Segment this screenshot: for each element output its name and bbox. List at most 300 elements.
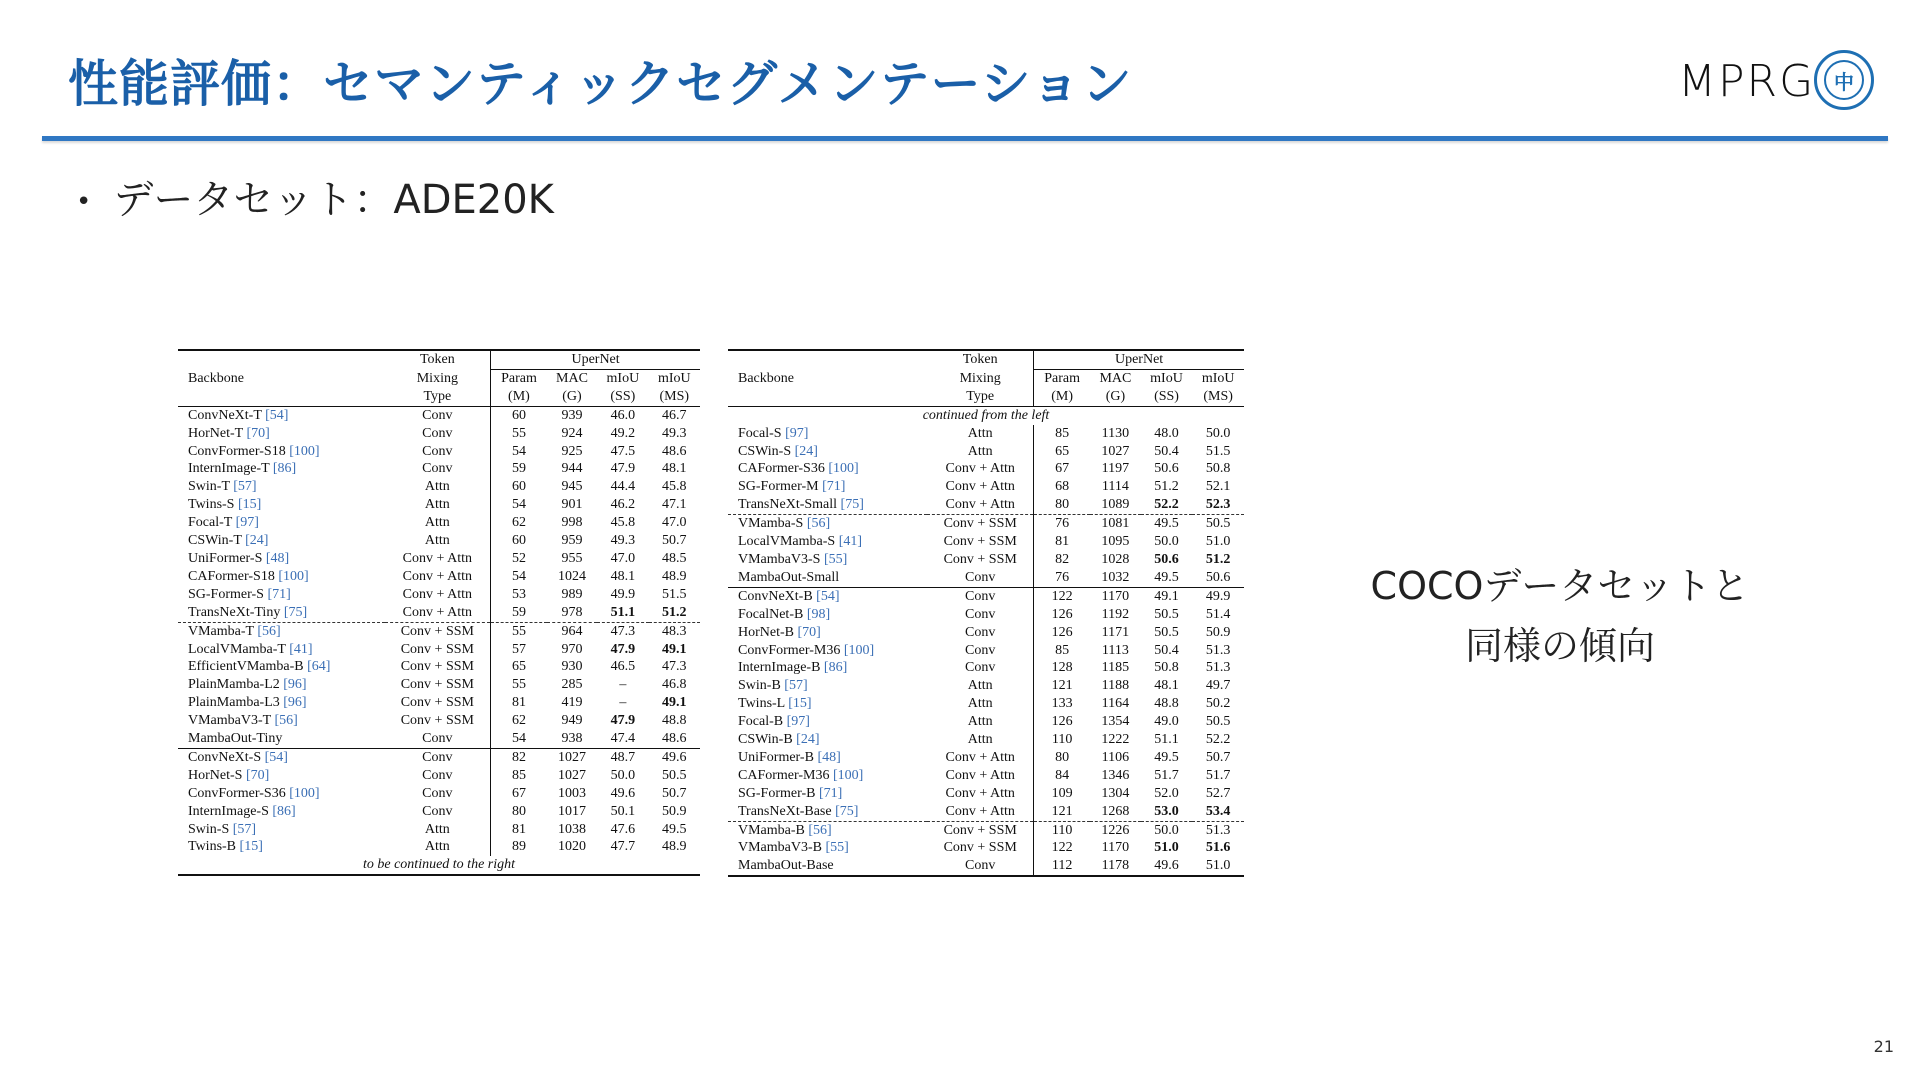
token-type-cell: Attn (385, 838, 491, 856)
table-row (178, 406, 700, 424)
token-type-cell: Conv + SSM (927, 533, 1033, 551)
mac-cell: 1268 (1101, 803, 1130, 819)
token-type-cell: Conv + SSM (385, 694, 491, 712)
backbone-cell (728, 425, 927, 443)
param-cell: 65 (1055, 443, 1070, 459)
backbone-name: VMambaV3-B (738, 840, 822, 856)
table-row (178, 730, 700, 748)
mac-cell: 1170 (1101, 840, 1130, 856)
token-type-cell: Conv (927, 642, 1033, 660)
citation-ref: [98] (806, 606, 831, 622)
mac-cell: 939 (561, 407, 583, 423)
param-cell: 110 (1034, 821, 1090, 839)
table-row (178, 604, 700, 622)
ms-cell: 51.0 (1205, 534, 1231, 550)
mac-cell: 955 (561, 550, 583, 566)
th-param-unit: (M) (491, 388, 547, 406)
table-row (728, 460, 1244, 478)
citation-ref: [41] (838, 534, 863, 550)
th-token-2: Mixing (927, 369, 1033, 387)
ms-cell: 49.1 (662, 695, 687, 711)
table-row (178, 622, 700, 640)
param-cell: 126 (1051, 606, 1073, 622)
citation-ref: [97] (785, 425, 809, 441)
param-cell: 76 (1034, 515, 1090, 533)
token-type-cell: Conv + SSM (385, 622, 491, 640)
param-cell: 80 (1055, 497, 1070, 513)
th-backbone: Backbone (738, 370, 794, 386)
token-type-cell: Conv + SSM (927, 821, 1033, 839)
backbone-cell (178, 694, 385, 712)
backbone-name: LocalVMamba-T (188, 641, 286, 657)
backbone-cell (178, 460, 385, 478)
table-row (178, 803, 700, 821)
param-cell: 85 (511, 767, 526, 783)
citation-ref: [41] (289, 641, 313, 657)
table-row (728, 515, 1244, 533)
mac-cell: 998 (561, 515, 583, 531)
th-blank (728, 350, 927, 369)
backbone-name: ConvFormer-S36 (188, 785, 286, 801)
mac-cell: 1038 (557, 821, 586, 837)
table-row (178, 514, 700, 532)
dataset-bullet (76, 168, 554, 225)
token-type-cell: Conv + Attn (927, 478, 1033, 496)
token-type-cell: Attn (927, 443, 1033, 461)
param-cell: 80 (1055, 749, 1070, 765)
backbone-name: LocalVMamba-S (738, 534, 836, 550)
backbone-cell (728, 731, 927, 749)
token-type-cell: Conv (927, 857, 1033, 876)
backbone-name: CAFormer-S18 (188, 568, 275, 584)
mac-cell: 1304 (1101, 785, 1130, 801)
token-type-cell: Attn (927, 731, 1033, 749)
ms-cell: 50.5 (1192, 515, 1244, 533)
table-row (178, 443, 700, 461)
table-row (728, 821, 1244, 839)
ss-cell: 47.5 (610, 443, 636, 459)
ms-cell: 51.7 (1205, 767, 1231, 783)
token-type-cell: Conv + Attn (385, 568, 491, 586)
note-line-2: 同様の傾向 (1464, 624, 1655, 668)
backbone-name: PlainMamba-L2 (188, 677, 280, 693)
ms-cell: 48.3 (649, 622, 700, 640)
ss-cell: 50.8 (1154, 660, 1179, 676)
mac-cell: 901 (561, 497, 583, 513)
ms-cell: 50.7 (662, 785, 687, 801)
th-miou-ms: mIoU (1201, 370, 1235, 386)
slide-title: 性能評価：セマンティックセグメンテーション (68, 55, 1133, 113)
backbone-cell (728, 515, 927, 533)
backbone-name: UniFormer-S (188, 550, 263, 566)
param-cell: 68 (1055, 479, 1070, 495)
ms-cell: 50.8 (1205, 461, 1231, 477)
table-row (728, 857, 1244, 876)
citation-ref: [48] (817, 749, 841, 765)
mac-cell: 1081 (1090, 515, 1141, 533)
segmentation-table-left (178, 349, 700, 876)
citation-ref: [56] (257, 623, 281, 639)
th-miou-ms-unit: (MS) (649, 388, 700, 406)
backbone-name: InternImage-T (188, 461, 270, 477)
mac-cell: 1106 (1101, 749, 1130, 765)
ss-cell: 47.9 (610, 641, 636, 657)
token-type-cell: Conv (385, 767, 491, 785)
citation-ref: [97] (235, 515, 259, 531)
backbone-name: Twins-B (188, 839, 237, 855)
ss-cell: 49.9 (610, 586, 636, 602)
ss-cell: – (619, 677, 627, 693)
ms-cell: 49.6 (649, 748, 700, 766)
ms-cell: 48.8 (662, 713, 687, 729)
ss-cell: 48.1 (1154, 678, 1179, 694)
backbone-name: Focal-B (738, 714, 784, 730)
mac-cell: 1089 (1101, 497, 1130, 513)
token-type-cell: Conv (927, 606, 1033, 624)
ss-cell: 47.0 (610, 550, 636, 566)
backbone-name: InternImage-S (188, 803, 269, 819)
mac-cell: 945 (561, 479, 583, 495)
token-type-cell: Conv + SSM (385, 641, 491, 659)
ms-cell: 52.3 (1205, 497, 1231, 513)
backbone-cell (728, 857, 927, 876)
table-row (178, 532, 700, 550)
backbone-name: Twins-S (188, 497, 235, 513)
backbone-cell (178, 425, 385, 443)
backbone-cell (728, 478, 927, 496)
mac-cell: 1192 (1101, 606, 1130, 622)
citation-ref: [54] (264, 749, 288, 765)
ms-cell: 51.2 (662, 604, 687, 620)
param-cell: 60 (511, 533, 526, 549)
ms-cell: 50.5 (1205, 714, 1231, 730)
backbone-cell (178, 478, 385, 496)
backbone-name: MambaOut-Base (738, 858, 834, 874)
ms-cell: 49.7 (1205, 678, 1231, 694)
backbone-cell (728, 785, 927, 803)
table-row (728, 551, 1244, 569)
token-type-cell: Conv + Attn (385, 586, 491, 604)
ms-cell: 48.6 (662, 731, 687, 747)
citation-ref: [70] (245, 767, 270, 783)
param-cell: 62 (511, 713, 526, 729)
backbone-name: TransNeXt-Base (738, 803, 832, 819)
backbone-name: EfficientVMamba-B (188, 659, 304, 675)
mac-cell: 285 (561, 677, 583, 693)
ms-cell: 51.3 (1205, 642, 1231, 658)
token-type-cell: Conv (385, 748, 491, 766)
ss-cell: 52.2 (1154, 497, 1179, 513)
ss-cell: 49.1 (1141, 587, 1193, 605)
th-mac-unit: (G) (547, 388, 597, 406)
table-row (728, 713, 1244, 731)
backbone-name: SG-Former-M (738, 479, 819, 495)
citation-ref: [75] (840, 497, 864, 513)
ss-cell: 50.0 (1154, 534, 1179, 550)
th-param: Param (1044, 370, 1081, 386)
token-type-cell: Conv (927, 569, 1033, 587)
param-cell: 59 (511, 604, 526, 620)
table-row (728, 785, 1244, 803)
backbone-cell (178, 568, 385, 586)
table-row (178, 478, 700, 496)
token-type-cell: Conv (927, 587, 1033, 605)
citation-ref: [70] (797, 624, 821, 640)
mac-cell: 1178 (1090, 857, 1141, 876)
backbone-name: VMambaV3-S (738, 551, 821, 567)
citation-ref: [96] (283, 695, 307, 711)
param-cell: 128 (1051, 660, 1073, 676)
backbone-cell (178, 785, 385, 803)
mac-cell: 1197 (1101, 461, 1130, 477)
th-miou-ms-unit: (MS) (1192, 388, 1244, 406)
backbone-name: TransNeXt-Small (738, 497, 838, 513)
mac-cell: 1095 (1101, 534, 1130, 550)
ms-cell: 49.3 (662, 425, 687, 441)
backbone-name: CSWin-B (738, 732, 793, 748)
ms-cell: 48.5 (662, 550, 687, 566)
mac-cell: 419 (561, 695, 583, 711)
token-type-cell: Conv + SSM (385, 658, 491, 676)
token-type-cell: Conv + Attn (385, 550, 491, 568)
th-blank (178, 350, 385, 369)
token-type-cell: Attn (385, 496, 491, 514)
backbone-name: ConvFormer-M36 (738, 642, 841, 658)
citation-ref: [56] (806, 516, 831, 532)
mac-cell: 944 (561, 461, 583, 477)
table-row (728, 659, 1244, 677)
citation-ref: [86] (272, 461, 297, 477)
backbone-cell (728, 443, 927, 461)
citation-ref: [75] (835, 803, 859, 819)
param-cell: 76 (1055, 569, 1070, 585)
table-row (728, 569, 1244, 587)
table-row (728, 695, 1244, 713)
ms-cell: 51.2 (1205, 551, 1231, 567)
ss-cell: 50.1 (610, 803, 636, 819)
ms-cell: 51.6 (1205, 840, 1231, 856)
mac-cell: 1171 (1101, 624, 1130, 640)
param-cell: 133 (1051, 696, 1073, 712)
citation-ref: [48] (265, 550, 290, 566)
backbone-name: ConvNeXt-T (188, 407, 262, 423)
ms-cell: 50.0 (1205, 425, 1231, 441)
citation-ref: [55] (825, 840, 849, 856)
backbone-cell (728, 551, 927, 569)
ms-cell: 48.6 (662, 443, 687, 459)
table-row (728, 443, 1244, 461)
param-cell: 54 (511, 497, 526, 513)
param-cell: 55 (511, 425, 526, 441)
ss-cell: 45.8 (610, 515, 636, 531)
ms-cell: 50.2 (1205, 696, 1231, 712)
backbone-cell (728, 767, 927, 785)
mac-cell: 924 (561, 425, 583, 441)
continued-note: to be continued to the right (178, 856, 700, 875)
token-type-cell: Conv (927, 659, 1033, 677)
backbone-cell (728, 695, 927, 713)
backbone-cell (178, 443, 385, 461)
table-row (728, 731, 1244, 749)
mac-cell: 1188 (1101, 678, 1130, 694)
token-type-cell: Conv + SSM (927, 551, 1033, 569)
ss-cell: 51.7 (1154, 767, 1179, 783)
table-row (728, 606, 1244, 624)
citation-ref: [56] (808, 822, 832, 838)
table-row (178, 425, 700, 443)
table-row (178, 568, 700, 586)
ss-cell: 47.4 (610, 731, 636, 747)
side-note (1330, 556, 1790, 676)
table-row (178, 658, 700, 676)
ms-cell: 50.9 (662, 803, 687, 819)
ss-cell: 50.4 (1154, 443, 1179, 459)
token-type-cell: Conv + SSM (927, 515, 1033, 533)
ss-cell: 50.0 (1141, 821, 1193, 839)
citation-ref: [100] (289, 785, 320, 801)
backbone-cell (178, 767, 385, 785)
mac-cell: 1354 (1101, 714, 1130, 730)
table-row (178, 550, 700, 568)
ss-cell: 50.0 (610, 767, 636, 783)
table-row (178, 694, 700, 712)
mac-cell: 1028 (1101, 551, 1130, 567)
mac-cell: 1027 (547, 748, 597, 766)
ss-cell: 44.4 (610, 479, 636, 495)
backbone-cell (178, 496, 385, 514)
mac-cell: 1226 (1090, 821, 1141, 839)
mac-cell: 1164 (1101, 696, 1130, 712)
ms-cell: 49.5 (662, 821, 687, 837)
mac-cell: 989 (561, 586, 583, 602)
backbone-name: FocalNet-B (738, 606, 804, 622)
backbone-name: HorNet-B (738, 624, 794, 640)
mac-cell: 1113 (1101, 642, 1129, 658)
table-row (178, 785, 700, 803)
th-mac-unit: (G) (1090, 388, 1141, 406)
results-table-right (728, 349, 1244, 877)
token-type-cell: Attn (385, 514, 491, 532)
citation-ref: [57] (233, 479, 257, 495)
table-row (178, 460, 700, 478)
citation-ref: [100] (278, 568, 309, 584)
param-cell: 54 (511, 443, 526, 459)
backbone-name: CAFormer-M36 (738, 767, 830, 783)
ms-cell: 52.7 (1205, 785, 1231, 801)
ms-cell: 51.3 (1205, 660, 1231, 676)
param-cell: 121 (1051, 803, 1073, 819)
backbone-name: CAFormer-S36 (738, 461, 825, 477)
token-type-cell: Attn (927, 695, 1033, 713)
backbone-cell (178, 406, 385, 424)
th-backbone: Backbone (188, 370, 244, 386)
ss-cell: 48.1 (610, 568, 636, 584)
param-cell: 82 (491, 748, 547, 766)
token-type-cell: Attn (385, 478, 491, 496)
backbone-name: SG-Former-S (188, 586, 264, 602)
token-type-cell: Conv + Attn (385, 604, 491, 622)
th-blank (728, 388, 927, 406)
citation-ref: [86] (823, 660, 848, 676)
backbone-cell (728, 713, 927, 731)
table-row (178, 838, 700, 856)
param-cell: 126 (1051, 624, 1073, 640)
th-miou-ss: mIoU (606, 370, 640, 386)
param-cell: 109 (1051, 785, 1073, 801)
table-row (728, 496, 1244, 514)
table-row (728, 642, 1244, 660)
backbone-cell (178, 730, 385, 748)
ss-cell: 48.0 (1154, 425, 1179, 441)
table-row (178, 767, 700, 785)
param-cell: 80 (511, 803, 526, 819)
ss-cell: 52.0 (1154, 785, 1179, 801)
mac-cell: 938 (561, 731, 583, 747)
token-type-cell: Conv (927, 624, 1033, 642)
mac-cell: 1170 (1090, 587, 1141, 605)
param-cell: 110 (1051, 732, 1073, 748)
table-row (178, 748, 700, 766)
param-cell: 52 (511, 550, 526, 566)
backbone-cell (728, 606, 927, 624)
backbone-name: Swin-T (188, 479, 230, 495)
ms-cell: 45.8 (662, 479, 687, 495)
backbone-name: TransNeXt-Tiny (188, 604, 281, 620)
mac-cell: 1027 (1101, 443, 1130, 459)
backbone-name: VMamba-S (738, 516, 804, 532)
ss-cell: 49.5 (1154, 749, 1179, 765)
token-type-cell: Conv (385, 406, 491, 424)
th-token-2: Mixing (385, 369, 491, 387)
citation-ref: [70] (246, 425, 270, 441)
table-row (178, 821, 700, 839)
param-cell: 55 (511, 677, 526, 693)
backbone-name: MambaOut-Tiny (188, 731, 283, 747)
param-cell: 84 (1055, 767, 1070, 783)
ms-cell: 51.4 (1205, 606, 1231, 622)
table-row (178, 496, 700, 514)
backbone-cell (178, 514, 385, 532)
citation-ref: [64] (307, 659, 331, 675)
citation-ref: [24] (245, 533, 269, 549)
backbone-cell (178, 821, 385, 839)
ms-cell: 48.9 (662, 839, 687, 855)
token-type-cell: Conv + Attn (927, 785, 1033, 803)
citation-ref: [71] (267, 586, 291, 602)
backbone-cell (178, 838, 385, 856)
backbone-name: ConvFormer-S18 (188, 443, 286, 459)
ms-cell: 52.2 (1205, 732, 1231, 748)
th-upernet: UperNet (1034, 350, 1244, 369)
backbone-cell (178, 676, 385, 694)
citation-ref: [15] (237, 497, 262, 513)
mac-cell: 1114 (1101, 479, 1129, 495)
ss-cell: 51.1 (1154, 732, 1179, 748)
backbone-name: CSWin-S (738, 443, 792, 459)
token-type-cell: Conv + Attn (927, 803, 1033, 821)
backbone-cell (178, 532, 385, 550)
backbone-name: Swin-S (188, 821, 230, 837)
ss-cell: 48.8 (1154, 696, 1179, 712)
citation-ref: [75] (283, 604, 308, 620)
ss-cell: 47.9 (610, 461, 636, 477)
backbone-cell (178, 604, 385, 622)
title-underline (42, 136, 1888, 141)
citation-ref: [71] (822, 479, 846, 495)
ss-cell: 46.2 (610, 497, 636, 513)
token-type-cell: Conv (385, 425, 491, 443)
mac-cell: 930 (561, 659, 583, 675)
